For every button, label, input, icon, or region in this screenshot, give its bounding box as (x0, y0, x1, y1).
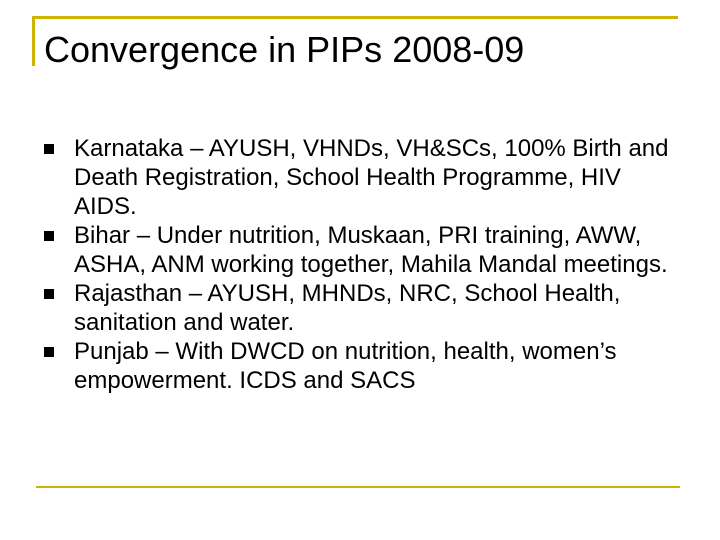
bullet-item-bihar (44, 221, 684, 279)
bullet-item-punjab (44, 337, 684, 395)
bullet-item-rajasthan (44, 279, 684, 337)
bullet-text: Karnataka – AYUSH, VHNDs, VH&SCs, 100% Birth and Death Registration, School Health Programme, HIV AIDS. (74, 135, 669, 220)
bullet-text: Rajasthan – AYUSH, MHNDs, NRC, School Health, sanitation and water. (74, 280, 621, 336)
square-bullet-icon (44, 231, 54, 241)
square-bullet-icon (44, 289, 54, 299)
title-frame-left-line (32, 16, 35, 66)
bullet-list (44, 134, 684, 395)
bullet-text: Bihar – Under nutrition, Muskaan, PRI training, AWW, ASHA, ANM working together, Mahila Mandal meetings. (74, 222, 668, 278)
bullet-item-karnataka (44, 134, 684, 221)
square-bullet-icon (44, 347, 54, 357)
slide-title: Convergence in PIPs 2008-09 (44, 29, 525, 70)
title-frame-top-line (32, 16, 678, 19)
bottom-divider-line (36, 486, 680, 488)
bullet-text: Punjab – With DWCD on nutrition, health, women’s empowerment. ICDS and SACS (74, 338, 617, 394)
square-bullet-icon (44, 144, 54, 154)
